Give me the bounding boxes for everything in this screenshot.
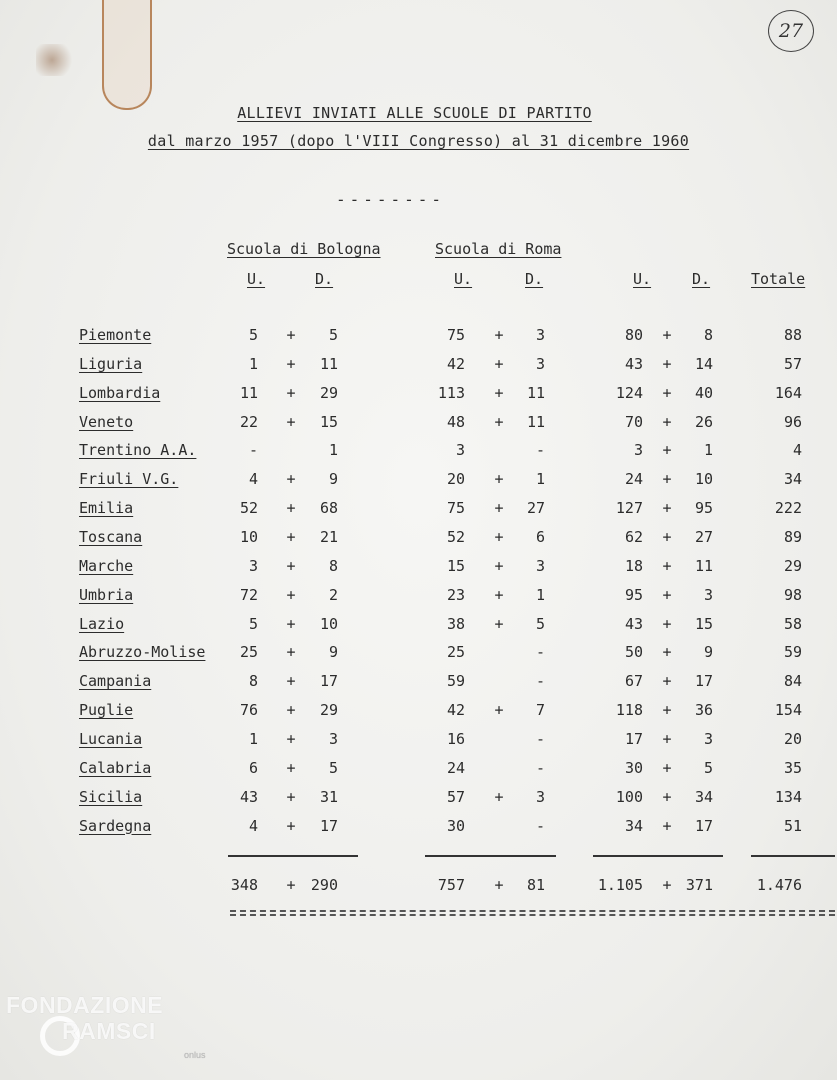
region-label: Calabria	[79, 758, 152, 777]
col-bologna-u: U.	[247, 270, 266, 288]
sum-line-bologna	[228, 855, 358, 857]
row-total: 4	[792, 441, 802, 460]
sum-u: 3	[633, 441, 643, 460]
sum-plus: +	[662, 614, 672, 633]
col-roma-d: D.	[525, 270, 544, 288]
stain-mark	[36, 44, 76, 76]
roma-d: 3	[535, 556, 545, 575]
roma-plus: +	[494, 326, 504, 344]
sum-plus: +	[662, 383, 672, 402]
bologna-plus: +	[286, 643, 296, 662]
bologna-d: 2	[328, 585, 338, 604]
sum-d: 15	[694, 614, 713, 633]
sum-u: 127	[615, 499, 643, 518]
roma-u: 59	[446, 672, 465, 691]
region-label: Umbria	[79, 585, 134, 604]
sum-d: 95	[694, 499, 713, 518]
sum-plus: +	[662, 643, 672, 662]
bologna-plus: +	[286, 499, 296, 518]
sum-u: 18	[624, 556, 643, 575]
region-label: Lucania	[79, 729, 143, 748]
totals-row	[0, 876, 837, 904]
col-total-d: D.	[692, 270, 711, 288]
bologna-d: 1	[328, 441, 338, 460]
bologna-d: 29	[319, 701, 338, 719]
sum-d: 26	[694, 412, 713, 431]
sum-plus: +	[662, 556, 672, 575]
total-sum-u: 1.105	[597, 876, 643, 894]
table-row	[0, 413, 837, 441]
bologna-d: 9	[328, 470, 338, 489]
sum-d: 11	[694, 556, 713, 575]
table-row	[0, 759, 837, 787]
table-row	[0, 788, 837, 816]
roma-plus: +	[494, 470, 504, 489]
sum-d: 3	[703, 729, 713, 748]
sum-u: 67	[624, 672, 643, 691]
total-bologna-d: 290	[310, 876, 338, 894]
bologna-plus: +	[286, 528, 296, 546]
sum-plus: +	[662, 758, 672, 777]
bologna-d: 9	[328, 643, 338, 662]
row-total: 59	[783, 643, 802, 662]
roma-d: 11	[526, 383, 545, 402]
sum-plus: +	[662, 354, 672, 373]
bologna-u: 1	[248, 729, 258, 748]
roma-d: -	[535, 816, 545, 835]
roma-u: 23	[446, 585, 465, 604]
bologna-u: 4	[248, 470, 258, 489]
roma-plus: +	[494, 412, 504, 431]
sum-d: 1	[703, 441, 713, 460]
roma-plus: +	[494, 383, 504, 402]
col-bologna-d: D.	[315, 270, 334, 288]
sum-u: 17	[624, 729, 643, 748]
bologna-plus: +	[286, 354, 296, 373]
table-row	[0, 730, 837, 758]
logo-line1: FONDAZIONE	[6, 992, 164, 1018]
sum-u: 118	[615, 701, 643, 719]
bologna-d: 15	[319, 412, 338, 431]
roma-plus: +	[494, 787, 504, 806]
bologna-d: 3	[328, 729, 338, 748]
region-label: Liguria	[79, 354, 143, 373]
region-label: Marche	[79, 556, 134, 575]
table-row	[0, 470, 837, 498]
row-total: 29	[783, 556, 802, 575]
bologna-u: 52	[239, 499, 258, 518]
bologna-plus: +	[286, 556, 296, 575]
roma-u: 20	[446, 470, 465, 489]
row-total: 84	[783, 672, 802, 691]
sum-d: 36	[694, 701, 713, 719]
bologna-u: 72	[239, 585, 258, 604]
bologna-d: 31	[319, 787, 338, 806]
roma-u: 113	[437, 383, 465, 402]
sum-plus: +	[662, 701, 672, 719]
row-total: 35	[783, 758, 802, 777]
row-total: 98	[783, 585, 802, 604]
bologna-d: 10	[319, 614, 338, 633]
bologna-plus: +	[286, 758, 296, 777]
bologna-u: 8	[248, 672, 258, 691]
bologna-d: 11	[319, 354, 338, 373]
doc-title: ALLIEVI INVIATI ALLE SCUOLE DI PARTITO	[237, 104, 592, 122]
roma-d: 11	[526, 412, 545, 431]
roma-d: -	[535, 441, 545, 460]
sum-plus: +	[662, 787, 672, 806]
sum-u: 95	[624, 585, 643, 604]
region-label: Abruzzo-Molise	[79, 643, 206, 662]
roma-d: -	[535, 758, 545, 777]
region-label: Puglie	[79, 701, 134, 719]
sum-d: 27	[694, 528, 713, 546]
bologna-d: 21	[319, 528, 338, 546]
total-roma-plus: +	[494, 876, 504, 894]
sum-line-total	[593, 855, 723, 857]
sum-plus: +	[662, 528, 672, 546]
roma-u: 15	[446, 556, 465, 575]
sum-plus: +	[662, 816, 672, 835]
roma-plus: +	[494, 701, 504, 719]
roma-d: 6	[535, 528, 545, 546]
region-label: Sardegna	[79, 816, 152, 835]
roma-plus: +	[494, 614, 504, 633]
table-row	[0, 528, 837, 556]
bologna-plus: +	[286, 470, 296, 489]
bologna-d: 5	[328, 326, 338, 344]
table-row	[0, 586, 837, 614]
roma-d: 3	[535, 787, 545, 806]
bologna-plus: +	[286, 585, 296, 604]
row-total: 57	[783, 354, 802, 373]
bologna-d: 68	[319, 499, 338, 518]
table-row	[0, 701, 837, 729]
sum-plus: +	[662, 326, 672, 344]
row-total: 89	[783, 528, 802, 546]
roma-u: 52	[446, 528, 465, 546]
roma-u: 25	[446, 643, 465, 662]
region-label: Lazio	[79, 614, 125, 633]
bologna-plus: +	[286, 729, 296, 748]
bologna-u: 76	[239, 701, 258, 719]
sum-plus: +	[662, 441, 672, 460]
roma-u: 42	[446, 354, 465, 373]
roma-d: 7	[535, 701, 545, 719]
roma-plus: +	[494, 585, 504, 604]
bologna-u: 4	[248, 816, 258, 835]
table-row	[0, 384, 837, 412]
roma-plus: +	[494, 528, 504, 546]
sum-d: 9	[703, 643, 713, 662]
bologna-u: 3	[248, 556, 258, 575]
row-total: 51	[783, 816, 802, 835]
region-label: Trentino A.A.	[79, 441, 197, 460]
roma-plus: +	[494, 499, 504, 518]
sum-u: 124	[615, 383, 643, 402]
row-total: 88	[783, 326, 802, 344]
bologna-u: 1	[248, 354, 258, 373]
roma-u: 42	[446, 701, 465, 719]
logo-onlus: onlus	[184, 1050, 206, 1060]
roma-u: 57	[446, 787, 465, 806]
row-total: 34	[783, 470, 802, 489]
fondazione-gramsci-logo	[6, 990, 216, 1070]
sum-plus: +	[662, 729, 672, 748]
bologna-u: 22	[239, 412, 258, 431]
sum-plus: +	[662, 412, 672, 431]
roma-d: -	[535, 672, 545, 691]
sum-d: 17	[694, 816, 713, 835]
bologna-d: 17	[319, 672, 338, 691]
sum-u: 62	[624, 528, 643, 546]
bologna-u: 11	[239, 383, 258, 402]
table-row	[0, 355, 837, 383]
roma-d: 1	[535, 470, 545, 489]
roma-u: 24	[446, 758, 465, 777]
sum-plus: +	[662, 672, 672, 691]
bologna-u: 43	[239, 787, 258, 806]
total-bologna-plus: +	[286, 876, 296, 894]
roma-d: 27	[526, 499, 545, 518]
roma-u: 38	[446, 614, 465, 633]
header-bologna: Scuola di Bologna	[227, 240, 381, 258]
bologna-u: 5	[248, 326, 258, 344]
bologna-plus: +	[286, 614, 296, 633]
sum-d: 5	[703, 758, 713, 777]
bologna-u: 10	[239, 528, 258, 546]
bologna-d: 8	[328, 556, 338, 575]
bologna-plus: +	[286, 383, 296, 402]
sum-d: 34	[694, 787, 713, 806]
table-row	[0, 817, 837, 845]
roma-u: 48	[446, 412, 465, 431]
table-row	[0, 672, 837, 700]
bologna-d: 29	[319, 383, 338, 402]
table-row	[0, 499, 837, 527]
table-row	[0, 643, 837, 671]
region-label: Friuli V.G.	[79, 470, 179, 489]
col-totale: Totale	[751, 270, 806, 288]
total-bologna-u: 348	[230, 876, 258, 894]
sum-d: 14	[694, 354, 713, 373]
logo-line2: RAMSCI	[62, 1018, 156, 1044]
bologna-d: 5	[328, 758, 338, 777]
sum-u: 50	[624, 643, 643, 662]
doc-subtitle: dal marzo 1957 (dopo l'VIII Congresso) al 31 dicembre 1960	[147, 132, 690, 150]
total-sum-plus: +	[662, 876, 672, 894]
roma-u: 16	[446, 729, 465, 748]
sum-u: 80	[624, 326, 643, 344]
bologna-plus: +	[286, 816, 296, 835]
roma-d: 5	[535, 614, 545, 633]
grand-total: 1.476	[756, 876, 802, 894]
separator: --------	[336, 190, 446, 209]
row-total: 20	[783, 729, 802, 748]
bologna-plus: +	[286, 412, 296, 431]
roma-plus: +	[494, 556, 504, 575]
total-roma-u: 757	[437, 876, 465, 894]
row-total: 164	[774, 383, 802, 402]
col-total-u: U.	[633, 270, 652, 288]
total-sum-d: 371	[685, 876, 713, 894]
sum-u: 43	[624, 614, 643, 633]
sum-d: 3	[703, 585, 713, 604]
sum-plus: +	[662, 470, 672, 489]
row-total: 134	[774, 787, 802, 806]
sum-u: 24	[624, 470, 643, 489]
bologna-u: 6	[248, 758, 258, 777]
roma-d: -	[535, 729, 545, 748]
region-label: Sicilia	[79, 787, 143, 806]
roma-u: 75	[446, 499, 465, 518]
sum-d: 8	[703, 326, 713, 344]
roma-d: 3	[535, 354, 545, 373]
sum-d: 10	[694, 470, 713, 489]
sum-plus: +	[662, 499, 672, 518]
region-label: Veneto	[79, 412, 134, 431]
bologna-d: 17	[319, 816, 338, 835]
sum-line-roma	[425, 855, 556, 857]
sum-u: 30	[624, 758, 643, 777]
sum-plus: +	[662, 585, 672, 604]
table-row	[0, 441, 837, 469]
bologna-plus: +	[286, 326, 296, 344]
region-label: Toscana	[79, 528, 143, 546]
roma-u: 30	[446, 816, 465, 835]
row-total: 58	[783, 614, 802, 633]
region-label: Piemonte	[79, 326, 152, 344]
roma-u: 3	[455, 441, 465, 460]
row-total: 154	[774, 701, 802, 719]
sum-u: 70	[624, 412, 643, 431]
row-total: 96	[783, 412, 802, 431]
bologna-u: 5	[248, 614, 258, 633]
roma-d: -	[535, 643, 545, 662]
table-row	[0, 615, 837, 643]
roma-plus: +	[494, 354, 504, 373]
tape-mark	[102, 0, 152, 110]
table-row	[0, 326, 837, 354]
roma-u: 75	[446, 326, 465, 344]
region-label: Emilia	[79, 499, 134, 518]
total-roma-d: 81	[526, 876, 545, 894]
bologna-plus: +	[286, 787, 296, 806]
bologna-plus: +	[286, 701, 296, 719]
sum-u: 34	[624, 816, 643, 835]
bologna-u: 25	[239, 643, 258, 662]
sum-d: 17	[694, 672, 713, 691]
page-number: 27	[768, 10, 814, 52]
sum-d: 40	[694, 383, 713, 402]
sum-line-totale	[751, 855, 835, 857]
sum-u: 43	[624, 354, 643, 373]
table-row	[0, 557, 837, 585]
sum-u: 100	[615, 787, 643, 806]
col-roma-u: U.	[454, 270, 473, 288]
roma-d: 3	[535, 326, 545, 344]
region-label: Lombardia	[79, 383, 161, 402]
region-label: Campania	[79, 672, 152, 691]
bologna-u: -	[248, 441, 258, 460]
double-rule	[230, 910, 835, 916]
roma-d: 1	[535, 585, 545, 604]
header-roma: Scuola di Roma	[435, 240, 562, 258]
row-total: 222	[774, 499, 802, 518]
bologna-plus: +	[286, 672, 296, 691]
